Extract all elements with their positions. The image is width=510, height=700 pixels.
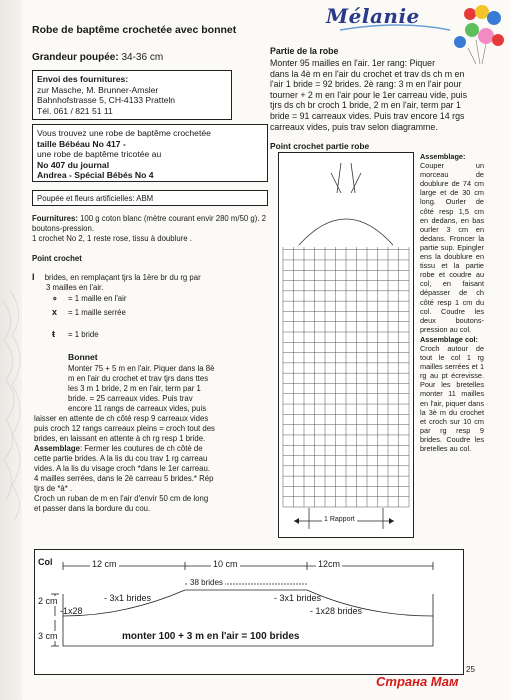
bonnet-line: m en l'air du crochet et trav tjrs dans ttes [68, 374, 209, 383]
fournitures-label: Fournitures: [32, 214, 78, 223]
assemblage-line: 4 mailles serrées, dans le 2è carreau 5 brides.* Rép [34, 474, 214, 483]
assemblage-text: Couper un morceau de doublure de 74 cm large et de 30 cm long. Ourler de côté resp 1,5 cm en dedans, en bas ourler 3 cm en dedans. Froncer la partie sup. Epingler ens la doublure en tissu et la partie robe et coudre au col, en faisant dépasser de ch côté resp 1 cm du col. Coudre les deux boutons-pression au col. [420, 161, 484, 334]
point-intro: brides, en remplaçant tjrs la 1ère br du rg par [44, 273, 201, 282]
doll-size-label: Grandeur poupée: [32, 52, 119, 63]
height-2cm: 2 cm [38, 596, 58, 606]
robe-heading: Partie de la robe [270, 46, 339, 56]
double-crochet-icon: ŧ [52, 329, 55, 339]
assemblage-line: Croch un ruban de m en l'air d'envir 50 cm de long [34, 494, 209, 503]
chart-heading: Point crochet partie robe [270, 141, 370, 151]
bride-symbol-icon: I [32, 272, 35, 282]
robe-line: l'air 1 bride = 92 brides. 2è rang: 3 m en l'air pour [270, 79, 462, 90]
assemblage-heading: Assemblage: [420, 152, 466, 161]
bonnet-line: laisser en attente de ch côté resp 9 carreaux vides [34, 414, 209, 423]
point-heading: Point crochet [32, 254, 82, 263]
fournitures-text2: 1 crochet No 2, 1 reste rose, tissu à doublure . [32, 234, 192, 243]
legend-text: = 1 maille serrée [68, 308, 126, 317]
robe-line: Monter 95 mailles en l'air. 1er rang: Piquer [270, 58, 435, 68]
fournitures-text: 100 g coton blanc (mètre courant envir 280 m/50 g). 2 boutons-pression. [32, 214, 267, 233]
brides-38: 38 brides [190, 578, 223, 587]
assemblage-line: vides. A la lis du visage croch *dans le 1er carreau. [34, 464, 210, 473]
robe-line: bride = 91 carreaux vides. Puis trav encore 14 rgs [270, 110, 465, 121]
supplies-line: zur Masche, M. Brunner-Amsler [37, 84, 159, 95]
reference-line: No 407 du journal [37, 159, 110, 170]
supplies-line: Bahnhofstrasse 5, CH-4133 Pratteln [37, 95, 176, 106]
fournitures-block [32, 214, 270, 244]
legend [52, 293, 252, 343]
schema-main-text: monter 100 + 3 m en l'air = 100 brides [122, 631, 300, 642]
left-repeat: -1x28 [60, 606, 83, 616]
assemblage-col-text: Croch autour de tout le col 1 rg mailles serrées et 1 rg au pt écrevisse. Pour les bretelles monter 11 mailles en l'air, piquer dans la 3è m du crochet et croch sur 10 cm par rg resp 9 brides. Coudre les bretelles au col. [420, 343, 484, 453]
bonnet-line: brides, en laissant en attente à ch rg resp 1 bride. [34, 434, 206, 443]
assemblage-line: : Fermer les coutures de ch côté de [79, 444, 203, 453]
reference-line: une robe de baptême tricotée au [37, 149, 162, 160]
robe-text [270, 58, 486, 132]
rapport-label: 1 Rapport [324, 516, 355, 523]
supplies-heading: Envoi des fournitures: [37, 74, 129, 84]
supplies-line: Tél. 061 / 821 51 11 [37, 105, 113, 116]
brand-logo: Mélanie [326, 4, 420, 28]
reference-box [32, 124, 268, 182]
robe-line: tourner + 2 m en l'air pour le 1er carreau vide, puis [270, 89, 468, 100]
assemblage-column [420, 152, 484, 453]
crochet-chart [278, 152, 414, 538]
reference-line: taille Bébéau No 417 - [37, 138, 126, 149]
bonnet-line: encore 11 rangs de carreaux vides, puis [68, 404, 207, 413]
schema-col-label: Col [38, 557, 53, 567]
bonnet-text [34, 364, 272, 514]
bonnet-line: les 3 m 1 bride, 2 m en l'air, term par 1 [68, 384, 201, 393]
reference-line: Vous trouvez une robe de baptême crochetée [37, 128, 211, 138]
height-3cm: 3 cm [38, 631, 58, 641]
chain-stitch-icon: ∘ [52, 293, 58, 303]
doll-note: Poupée et fleurs artificielles: ABM [37, 194, 154, 203]
robe-line: carreaux vides, puis trav selon diagramme. [270, 121, 438, 132]
measure-right: 12cm [318, 559, 341, 569]
assemblage-line: et passer dans la bordure du cou. [34, 504, 151, 513]
legend-text: = 1 maille en l'air [68, 294, 127, 303]
flower-motif [331, 163, 361, 193]
crochet-chart-grid [279, 153, 413, 537]
right-repeat: - 1x28 brides [310, 606, 363, 616]
robe-line: dans la 4è m en l'air du crochet et trav ds ch m en [270, 68, 465, 79]
yoke-arch [299, 219, 393, 245]
doll-note-box [32, 190, 268, 206]
assemblage-line: cette partie brides. A la lis du cou trav 1 rg carreau [34, 454, 208, 463]
bonnet-line: Monter 75 + 5 m en l'air. Piquer dans la 8è [68, 364, 215, 373]
legend-text: = 1 bride [68, 330, 99, 339]
doll-size-value: 34-36 cm [121, 52, 164, 63]
right-side-decrease: - 3x1 brides [274, 593, 322, 603]
bonnet-heading: Bonnet [68, 352, 98, 362]
page-number: 25 [466, 665, 475, 674]
robe-line: tjrs ds ch br croch 1 bride, 2 m en l'air, term par 1 [270, 100, 461, 111]
point-intro2: 3 mailles en l'air. [46, 283, 104, 292]
assemblage-label: Assemblage [34, 444, 80, 453]
point-intro-block [32, 272, 270, 293]
measure-left: 12 cm [92, 559, 117, 569]
bonnet-line: puis croch 12 rangs carreaux pleins = croch tout des [34, 424, 215, 433]
measure-center: 10 cm [213, 559, 238, 569]
supplies-box [32, 70, 232, 120]
assemblage-line: tjrs de *à* . [34, 484, 73, 493]
left-side-decrease: - 3x1 brides [104, 593, 152, 603]
doll-size [32, 52, 163, 63]
site-watermark: Страна Мам [376, 674, 459, 689]
pattern-title: Robe de baptême crochetée avec bonnet [32, 24, 237, 36]
bonnet-line: bride. = 25 carreaux vides. Puis trav [68, 394, 193, 403]
single-crochet-icon: x [52, 307, 58, 317]
assemblage-col-heading: Assemblage col: [420, 334, 478, 344]
reference-line: Andrea - Spécial Bébés No 4 [37, 170, 154, 181]
